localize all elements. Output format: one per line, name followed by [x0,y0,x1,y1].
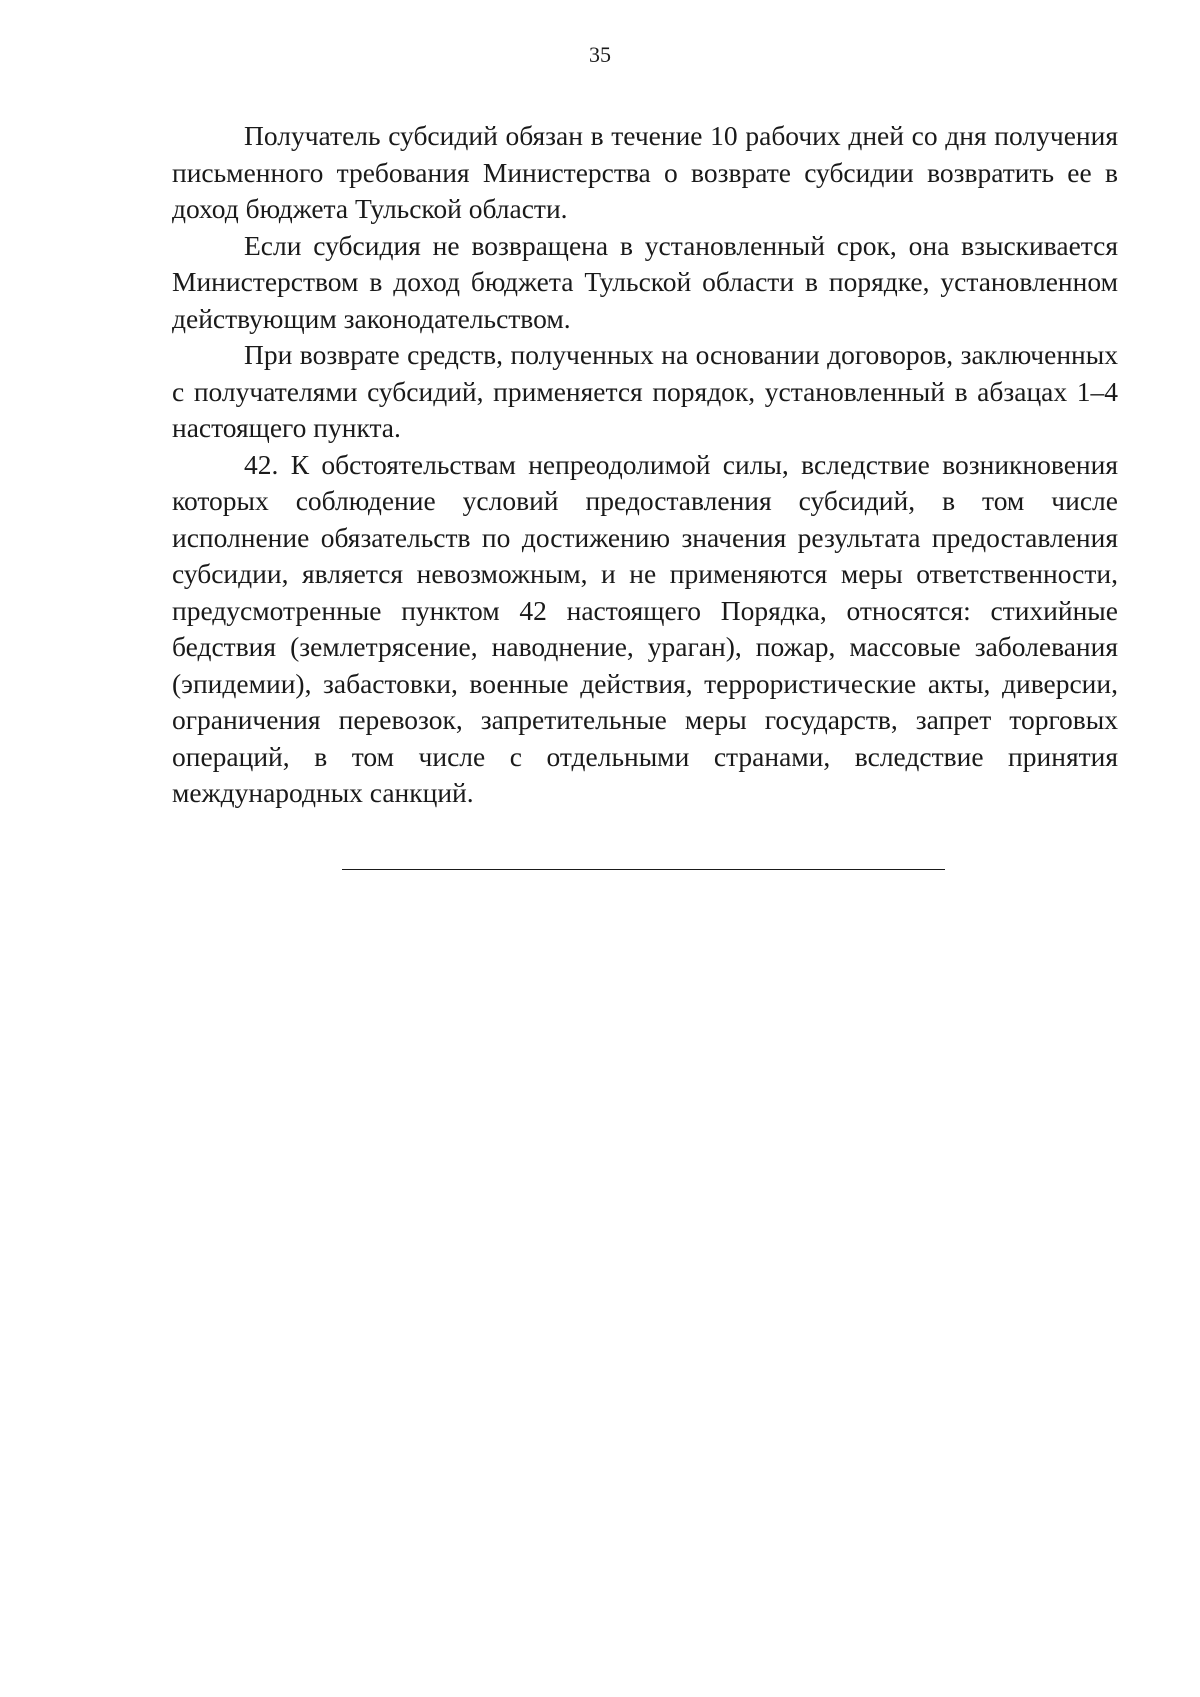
page-number: 35 [589,42,611,67]
paragraph-recovery: Если субсидия не возвращена в установленный срок, она взыскивается Министерством в доход бюджета Тульской области в порядке, установленном действующим законодательством. [172,229,1118,334]
document-body [172,118,1118,812]
paragraph-force-majeure: 42. К обстоятельствам непреодолимой силы, вследствие возникновения которых соблюдение условий предоставления субсидий, в том числе исполнение обязательств по достижению значения результата предоставления субсидии, является невозможным, и не применяются меры ответственности, предусмотренные пунктом 42 настоящего Порядка, относятся: стихийные бедствия (землетрясение, наводнение, ураган), пожар, массовые заболевания (эпидемии), забастовки, военные действия, террористические акты, диверсии, ограничения перевозок, запретительные меры государств, запрет торговых операций, в том числе с отдельными странами, вследствие принятия международных санкций. [172,448,1118,808]
paragraph-contract-return: При возврате средств, полученных на основании договоров, заключенных с получателями субсидий, применяется порядок, установленный в абзацах 1–4 настоящего пункта. [172,339,1118,443]
paragraph-return-obligation: Получатель субсидий обязан в течение 10 рабочих дней со дня получения письменного требования Министерства о возврате субсидии возвратить ее в доход бюджета Тульской области. [172,120,1118,224]
end-of-document-rule [342,869,945,870]
